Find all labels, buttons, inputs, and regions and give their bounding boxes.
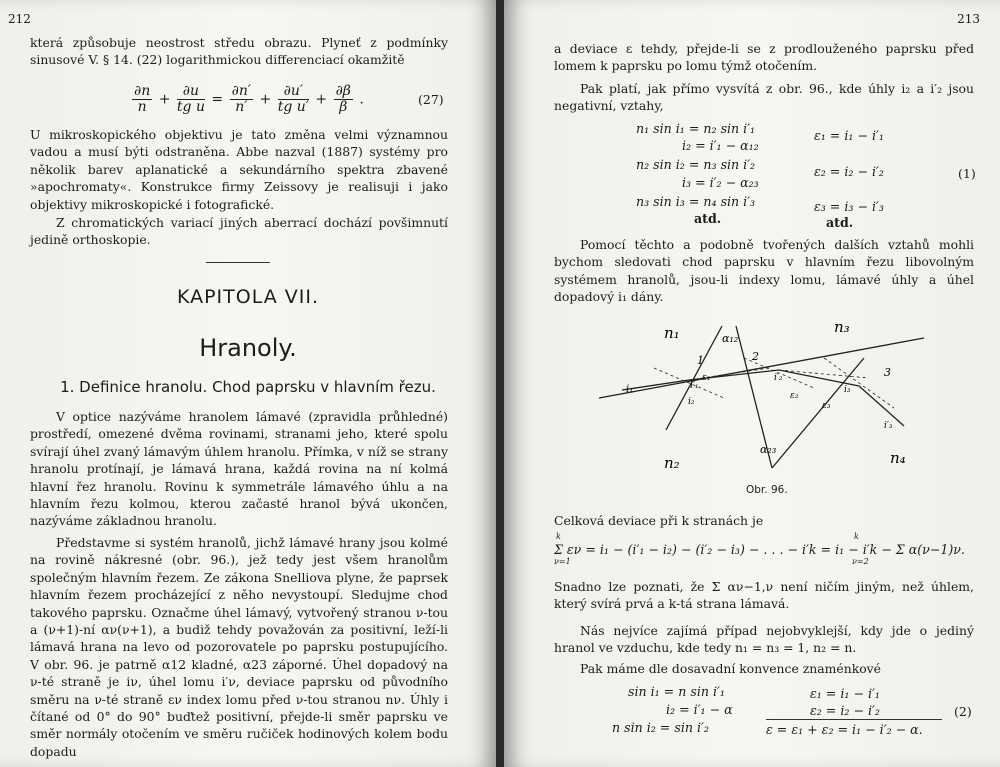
label-e1: ε₁ bbox=[702, 373, 711, 383]
label-e3: ε₃ bbox=[822, 401, 831, 411]
right-page: 213 a deviace ε tehdy, přejde-li se z prodlouženého paprsku před lomem k paprsku po lomu týmž otočením. Pak platí, jak přímo vysvítá z obr. 96., kde úhly i₂ a i′₂ jsou negativní, vztahy, n₁ sin i₁ = n₂ sin i′₁ i₂ = i′₁ − α₁₂ n₂ sin i₂ = n₃ sin i′₂ i₃ = i′₂ − α₂₃ n₃ sin i₃ = n₄ sin i′₃ atd. ε₁ = i₁ − i′₁ ε₂ = i₂ − i′₂ ε₃ = i₃ − i′₃ atd. (1) Pomocí těchto a podobně tvořených dalších vztahů mohli bychom sledovati chod paprsku v hlavním řezu libovolným systémem hranolů, jsou-li indexy lomu, lámavé úhly a úhel dopadový i₁ dány. n₁ n₂ n₃ n₄ α₁₂ α₂₃ 1 2 3 i₁ i′₁ i₂ i′₂ i₃ i′₃ ε₁ ε₂ ε₃ Obr. 96. Celková deviace při k stranách je Σ εν = i₁ − (i′₁ − i₂) − (i′₂ − i₃) − . . . − i′k = i₁ − i′k − Σ α(ν−1)ν. k ν=1 k ν=2 Snadno lze poznati, že Σ αν−1,ν není ničím jiným, než úhlem, který svírá prvá a k-tá strana lámavá. Nás nejvíce zajímá případ nejobvyklejší, kdy jde o jediný hranol ve vzduchu, kde tedy n₁ = n₃ = 1, n₂ = n. Pak máme dle dosavadní konvence znaménkové sin i₁ = n sin i′₁ i₂ = i′₁ − α n sin i₂ = sin i′₂ ε₁ = i₁ − i′₁ ε₂ = i₂ − i′₂ ε = ε₁ + ε₂ = i₁ − i′₂ − α. (2) bbox=[504, 0, 1000, 767]
paragraph: Snadno lze poznati, že Σ αν−1,ν není ničím jiným, než úhlem, který svírá prvá a k-tá strana lámavá. bbox=[554, 579, 974, 612]
paragraph: Celková deviace při k stranách je bbox=[554, 513, 764, 528]
label-n3: n₃ bbox=[834, 318, 850, 336]
extension-line bbox=[779, 370, 869, 378]
paragraph: V optice nazýváme hranolem lámavé (zpravidla průhledné) prostředí, omezené dvěma rovinami, stranami jeho, které spolu svírají úhel zvaný lámavým úhlem hranolu. Přímka, v níž se strany hranolu protínají, je lámavá hrana, každá rovina na ní kolmá hlavní řez hranolu. Rovinu k symmetrále lámavého úhlu a na hlavním řezu kolmou, kterou začasté hranol bývá ukončen, nazýváme základnou hranolu. bbox=[30, 409, 448, 529]
paragraph: Pomocí těchto a podobně tvořených dalších vztahů mohli bychom sledovati chod paprsku v hlavním řezu libovolným systémem hranolů, jsou-li indexy lomu, lámavé úhly a úhel dopadový i₁ dány. bbox=[554, 237, 974, 305]
label-i3p: i′₃ bbox=[884, 421, 893, 431]
label-e2: ε₂ bbox=[790, 391, 799, 401]
paragraph: která způsobuje neostrost středu obrazu. Plyneť z podmínky sinusové V. § 14. (22) logarithmickou differenciací okamžitě bbox=[30, 35, 448, 68]
label-i1p: i′₁ bbox=[690, 381, 699, 391]
page-number: 212 bbox=[8, 12, 31, 26]
paragraph: U mikroskopického objektivu je tato změna velmi významnou vadou a musí býti odstraněna. Abbe nazval (1887) systémy pro několik barev aplanatické a sekundárního spektra zbavené »apochromaty«. Konstrukce firmy Zeissovy je realisuji i jako objektivy mikroskopické i fotografické. bbox=[30, 127, 448, 212]
paragraph: Představme si systém hranolů, jichž lámavé hrany jsou kolmé na rovině nákresné (obr. 96.), jež tedy jest všem hranolům společným hlavním řezem. Ze zákona Snelliova plyne, že paprsek hlavním řezem procházející z něho nevystoupí. Sledujme chod takového paprsku. Označme úhel lámavý, vytvořený stranou ν-tou a (ν+1)-ní αν(ν+1), a budiž tehdy považován za positivní, leží-li lámavá hrana na levo od pozorovatele po paprsku postupujícího. V obr. 96. je patrně α12 kladné, α23 záporné. Úhel dopadový na ν-té straně je iν, úhel lomu i′ν, deviace paprsku od původního směru na ν-té straně εν index lomu před ν-tou stranou nν. Úhly i čítané od 0° do 90° buďtež positivní, přejde-li směr paprsku ve směr normály otočením ve směru ručiček hodinových kolem bodu dopadu bbox=[30, 535, 448, 759]
equation-number: (2) bbox=[954, 704, 972, 719]
ray-line bbox=[599, 338, 924, 398]
label-n2: n₂ bbox=[664, 454, 680, 472]
chapter-label: KAPITOLA VII. bbox=[176, 286, 320, 308]
left-page bbox=[0, 0, 496, 767]
refracted-ray bbox=[622, 370, 904, 426]
label-a23: α₂₃ bbox=[760, 443, 777, 456]
label-n1: n₁ bbox=[664, 324, 680, 342]
label-i3: i₃ bbox=[844, 385, 851, 395]
section-rule bbox=[206, 262, 270, 263]
label-side-1: 1 bbox=[697, 354, 704, 367]
page-number: 213 bbox=[957, 12, 980, 26]
book-gutter bbox=[496, 0, 504, 767]
prism-face-3 bbox=[772, 358, 864, 468]
paragraph: Pak máme dle dosavadní konvence znaménkové bbox=[580, 661, 882, 676]
label-i1: i₁ bbox=[626, 384, 634, 395]
chapter-title: Hranoly. bbox=[199, 334, 297, 362]
paragraph: Pak platí, jak přímo vysvítá z obr. 96., kde úhly i₂ a i′₂ jsou negativní, vztahy, bbox=[554, 81, 974, 114]
paragraph: Nás nejvíce zajímá případ nejobvyklejší, kdy jde o jediný hranol ve vzduchu, kde tedy n₁ = n₃ = 1, n₂ = n. bbox=[554, 623, 974, 656]
section-title: 1. Definice hranolu. Chod paprsku v hlavním řezu. bbox=[60, 378, 436, 396]
label-i2: i₂ bbox=[688, 397, 695, 407]
paragraph: Z chromatických variací jiných aberrací dochází povšimnutí jedině orthoskopie. bbox=[30, 215, 448, 248]
figure-caption: Obr. 96. bbox=[746, 484, 788, 496]
equation-number: (1) bbox=[958, 166, 976, 181]
label-i2p: i′₂ bbox=[774, 373, 783, 383]
prism-figure bbox=[594, 318, 944, 478]
equation-number: (27) bbox=[418, 92, 444, 107]
sum-rule bbox=[766, 719, 942, 720]
label-side-2: 2 bbox=[752, 350, 759, 363]
label-side-3: 3 bbox=[884, 366, 891, 379]
label-a12: α₁₂ bbox=[722, 332, 739, 345]
equation-27: $\frac{\partial n}{n}$ + $\frac{\partial u}{\text{tg u}}$ = $\frac{\partial n'}{n'}$ + $\frac{\partial u'}{\text{tg u′}}$ + $\frac{\partial\beta}{\beta}$ . bbox=[134, 83, 364, 115]
label-n4: n₄ bbox=[890, 449, 906, 467]
paragraph: a deviace ε tehdy, přejde-li se z prodlouženého paprsku před lomem k paprsku po lomu týmž otočením. bbox=[554, 41, 974, 74]
